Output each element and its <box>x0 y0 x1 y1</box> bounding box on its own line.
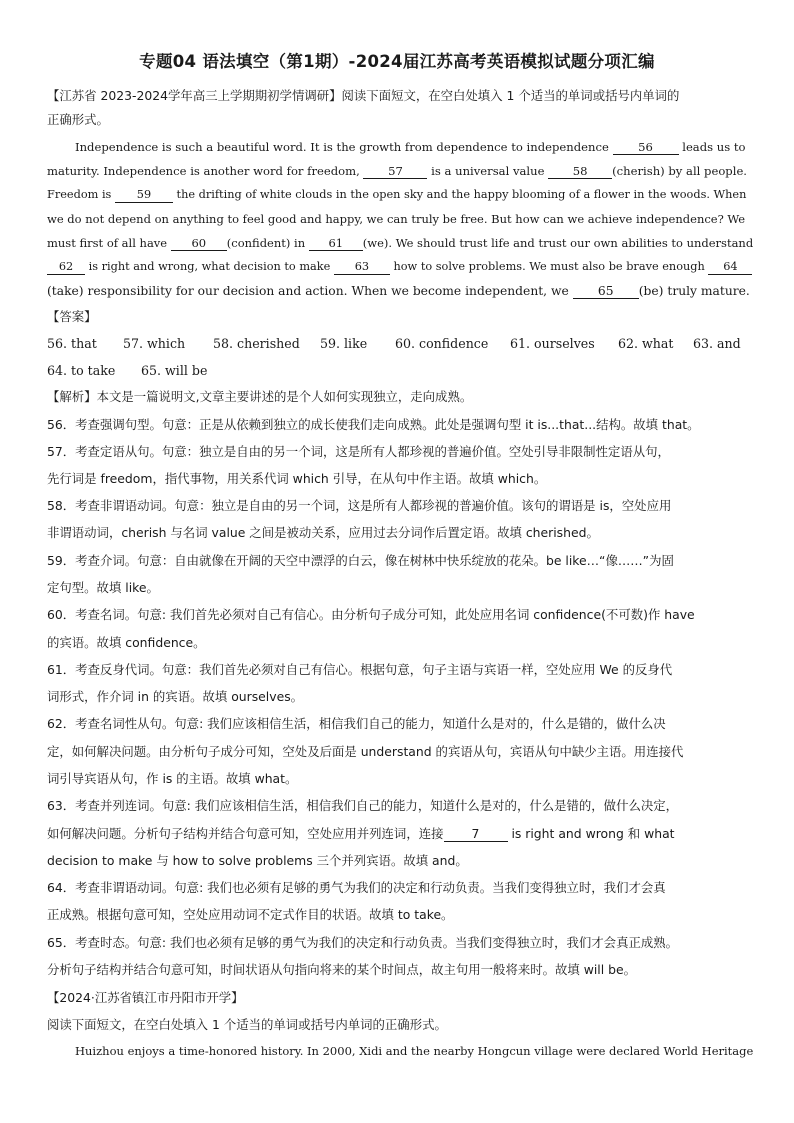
answer-56: 56. that <box>47 336 97 351</box>
passage-line-2: maturity. Independence is another word for freedom, 57 is a universal value 58 (cherish) by all people. <box>47 164 747 178</box>
blank-60: 60 <box>171 236 227 251</box>
answer-57: 57. which <box>123 336 186 351</box>
answer-63: 63. and <box>693 336 741 351</box>
answer-60: 60. confidence <box>395 336 489 351</box>
answer-label: 【答案】 <box>47 309 97 324</box>
question-1-instruction: 阅读下面短文，在空白处填入 1 个适当的单词或括号内单词的 <box>341 88 680 103</box>
passage-line-1: Independence is such a beautiful word. It is the growth from dependence to independence 56 leads us to <box>75 140 746 154</box>
explanation-61-b: 词形式，作介词 in 的宾语。故填 ourselves。 <box>47 689 304 704</box>
answer-62: 62. what <box>618 336 674 351</box>
answer-61: 61. ourselves <box>510 336 595 351</box>
explanation-63-b: 如何解决问题。分析句子结构并结合句意可知，空处应用并列连词，连接 7 is right and wrong 和 what <box>47 826 675 841</box>
question-1-source: 【江苏省 2023-2024学年高三上学期期初学情调研】 <box>47 88 342 103</box>
question-2-passage-line-1: Huizhou enjoys a time-honored history. In 2000, Xidi and the nearby Hongcun village were declared World Heritage <box>75 1044 754 1058</box>
explanation-56: 56．考查强调句型。句意：正是从依赖到独立的成长使我们走向成熟。此处是强调句型 it is...that...结构。故填 that。 <box>47 417 700 432</box>
question-2-instruction: 阅读下面短文，在空白处填入 1 个适当的单词或括号内单词的正确形式。 <box>47 1017 447 1032</box>
explanation-60-b: 的宾语。故填 confidence。 <box>47 635 206 650</box>
explanation-64-a: 64．考查非谓语动词。句意: 我们也必须有足够的勇气为我们的决定和行动负责。当我们变得独立时，我们才会真 <box>47 880 666 895</box>
blank-7: 7 <box>444 827 508 842</box>
analysis-label: 【解析】 <box>47 389 97 404</box>
explanation-63-c: decision to make 与 how to solve problems 三个并列宾语。故填 and。 <box>47 853 468 868</box>
explanation-65-a: 65．考查时态。句意: 我们也必须有足够的勇气为我们的决定和行动负责。当我们变得独立时，我们才会真正成熟。 <box>47 935 679 950</box>
blank-61: 61 <box>309 236 363 251</box>
passage-line-4: we do not depend on anything to feel good and happy, we can truly be free. But how can we achieve independence? We <box>47 212 746 226</box>
passage-line-7: (take) responsibility for our decision and action. When we become independent, we 65 (be) truly mature. <box>47 284 750 298</box>
answer-65: 65. will be <box>141 363 208 378</box>
explanation-63-a: 63．考查并列连词。句意: 我们应该相信生活，相信我们自己的能力，知道什么是对的，什么是错的，做什么决定， <box>47 798 679 813</box>
explanation-62-b: 定，如何解决问题。由分析句子成分可知，空处及后面是 understand 的宾语从句，宾语从句中缺少主语。用连接代 <box>47 744 684 759</box>
explanation-64-b: 正成熟。根据句意可知，空处应用动词不定式作目的状语。故填 to take。 <box>47 907 454 922</box>
answer-64: 64. to take <box>47 363 116 378</box>
blank-62: 62 <box>47 260 85 275</box>
explanation-59-a: 59．考查介词。句意：自由就像在开阔的天空中漂浮的白云，像在树林中快乐绽放的花朵。be like…“像……”为固 <box>47 553 674 568</box>
explanation-59-b: 定句型。故填 like。 <box>47 580 159 595</box>
blank-63: 63 <box>334 260 390 275</box>
blank-56: 56 <box>613 140 679 155</box>
answer-row-1 <box>47 336 747 352</box>
passage-line-6: 62 is right and wrong, what decision to make 63 how to solve problems. We must also be brave enough 64 <box>47 259 747 275</box>
explanation-62-a: 62．考查名词性从句。句意: 我们应该相信生活，相信我们自己的能力，知道什么是对的，什么是错的，做什么决 <box>47 716 666 731</box>
analysis-intro: 【解析】本文是一篇说明文,文章主要讲述的是个人如何实现独立，走向成熟。 <box>47 389 473 404</box>
explanation-57-a: 57．考查定语从句。句意：独立是自由的另一个词，这是所有人都珍视的普遍价值。空处引导非限制性定语从句， <box>47 444 670 459</box>
passage-line-5: must first of all have 60 (confident) in 61 (we). We should trust life and trust our own abilities to understand <box>47 236 754 250</box>
blank-57: 57 <box>363 164 427 179</box>
passage-line-3: Freedom is 59 the drifting of white clouds in the open sky and the happy blooming of a flower in the woods. When <box>47 188 747 201</box>
explanation-62-c: 词引导宾语从句，作 is 的主语。故填 what。 <box>47 771 298 786</box>
question-2-source: 【2024·江苏省镇江市丹阳市开学】 <box>47 990 244 1005</box>
question-1-header <box>47 88 747 104</box>
explanation-61-a: 61．考查反身代词。句意：我们首先必须对自己有信心。根据句意，句子主语与宾语一样，空处应用 We 的反身代 <box>47 662 673 677</box>
answer-58: 58. cherished <box>213 336 300 351</box>
blank-64: 64 <box>708 260 752 275</box>
blank-58: 58 <box>548 164 612 179</box>
explanation-58-a: 58．考查非谓语动词。句意：独立是自由的另一个词，这是所有人都珍视的普遍价值。该句的谓语是 is，空处应用 <box>47 498 672 513</box>
explanation-57-b: 先行词是 freedom，指代事物，用关系代词 which 引导，在从句中作主语。故填 which。 <box>47 471 547 486</box>
answer-row-2 <box>47 363 747 379</box>
explanation-60-a: 60．考查名词。句意: 我们首先必须对自己有信心。由分析句子成分可知，此处应用名词 confidence(不可数)作 have <box>47 607 695 622</box>
explanation-65-b: 分析句子结构并结合句意可知，时间状语从句指向将来的某个时间点，故主句用一般将来时。故填 will be。 <box>47 962 637 977</box>
explanation-58-b: 非谓语动词，cherish 与名词 value 之间是被动关系，应用过去分词作后置定语。故填 cherished。 <box>47 525 599 540</box>
page-title: 专题04 语法填空（第1期）-2024届江苏高考英语模拟试题分项汇编 <box>139 52 655 71</box>
blank-59: 59 <box>115 188 173 203</box>
blank-65: 65 <box>573 284 639 299</box>
answer-59: 59. like <box>320 336 368 351</box>
question-1-instruction-cont: 正确形式。 <box>47 112 109 127</box>
